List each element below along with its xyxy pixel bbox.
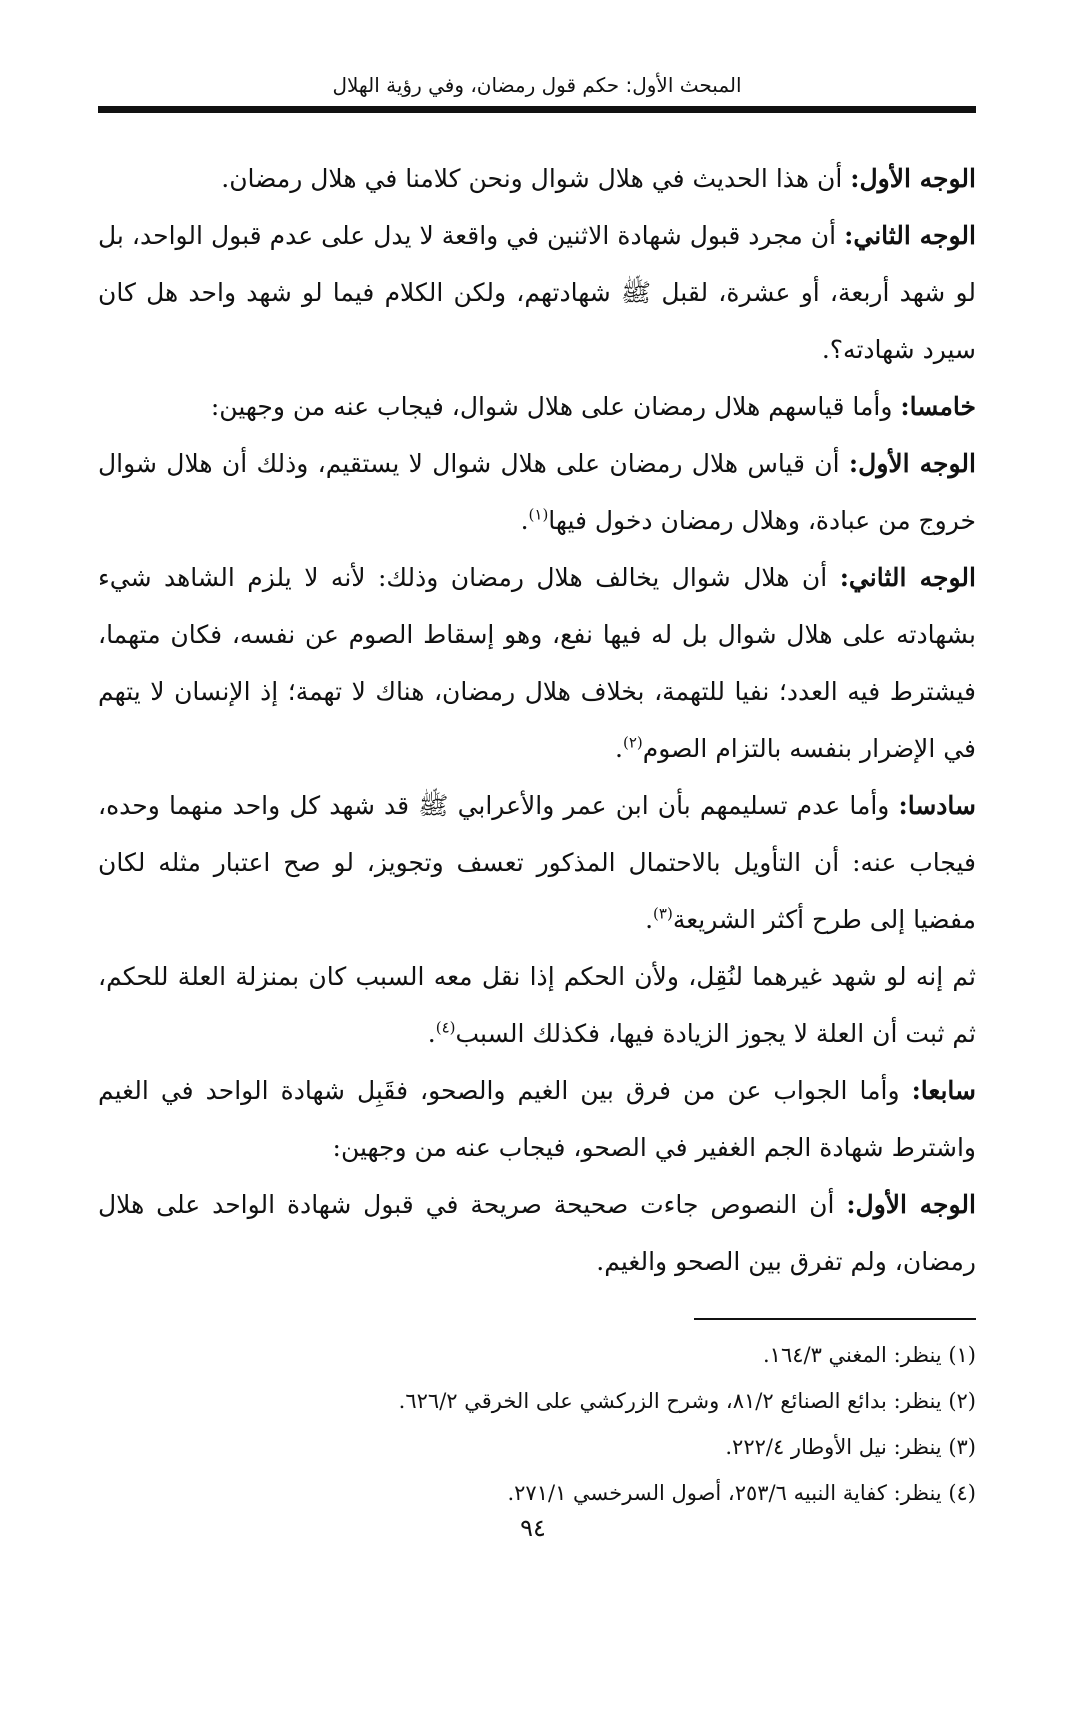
paragraph-lead: الوجه الأول: xyxy=(846,1190,976,1219)
paragraph-text: أن مجرد قبول شهادة الاثنين في واقعة لا يدل على عدم قبول الواحد، بل لو شهد أربعة، أو عشرة، لقبل ﷺ شهادتهم، ولكن الكلام فيما لو شهد واحد هل كان سيرد شهادته؟. xyxy=(98,221,976,364)
body-text xyxy=(98,150,976,1290)
paragraph xyxy=(98,1062,976,1176)
paragraph-text: وأما عدم تسليمهم بأن ابن عمر والأعرابي ﷺ قد شهد كل واحد منهما وحده، فيجاب عنه: أن التأويل بالاحتمال المذكور تعسف وتجويز، لو صح اعتبار مثله لكان مفضيا إلى طرح أكثر الشريعة xyxy=(98,791,976,934)
paragraph-lead: الوجه الثاني: xyxy=(844,221,976,250)
footnote-marker[interactable]: (٢) xyxy=(622,733,643,752)
footnote-item: (٢) ينظر: بدائع الصنائع ٨١/٢، وشرح الزركشي على الخرقي ٦٢٦/٢. xyxy=(398,1389,976,1413)
header-rule xyxy=(98,106,976,113)
paragraph-text: وأما قياسهم هلال رمضان على هلال شوال، فيجاب عنه من وجهين: xyxy=(210,392,901,421)
paragraph xyxy=(98,207,976,378)
paragraph-tail: . xyxy=(427,1019,436,1048)
paragraph xyxy=(98,948,976,1062)
running-header: المبحث الأول: حكم قول رمضان، وفي رؤية الهلال xyxy=(332,73,742,97)
footnote-marker[interactable]: (١) xyxy=(528,505,549,524)
paragraph-lead: سابعا: xyxy=(911,1076,976,1105)
footnote-marker[interactable]: (٣) xyxy=(653,904,673,923)
paragraph-tail: . xyxy=(645,905,654,934)
paragraph-tail: . xyxy=(520,506,529,535)
footnote-item: (٣) ينظر: نيل الأوطار ٢٢٢/٤. xyxy=(725,1435,976,1459)
footnote-item: (٤) ينظر: كفاية النبيه ٢٥٣/٦، أصول السرخسي ٢٧١/١. xyxy=(507,1481,976,1505)
paragraph-lead: الوجه الثاني: xyxy=(839,563,976,592)
footnote-separator xyxy=(694,1318,976,1320)
paragraph xyxy=(98,549,976,777)
footnote-item: (١) ينظر: المغني ١٦٤/٣. xyxy=(762,1343,976,1367)
paragraph xyxy=(98,777,976,948)
paragraph-text: ثم إنه لو شهد غيرهما لنُقِل، ولأن الحكم إذا نقل معه السبب كان بمنزلة العلة للحكم، ثم ثبت أن العلة لا يجوز الزيادة فيها، فكذلك السبب xyxy=(98,962,976,1048)
paragraph-lead: الوجه الأول: xyxy=(850,164,976,193)
paragraph-text: وأما الجواب عن من فرق بين الغيم والصحو، فقَبِل شهادة الواحد في الغيم واشترط شهادة الجم الغفير في الصحو، فيجاب عنه من وجهين: xyxy=(98,1076,976,1162)
paragraph-text: أن قياس هلال رمضان على هلال شوال لا يستقيم، وذلك أن هلال شوال خروج من عبادة، وهلال رمضان دخول فيها xyxy=(98,449,976,535)
paragraph-text: أن النصوص جاءت صحيحة صريحة في قبول شهادة الواحد على هلال رمضان، ولم تفرق بين الصحو والغيم. xyxy=(98,1190,976,1276)
paragraph xyxy=(98,150,976,207)
paragraph xyxy=(98,1176,976,1290)
paragraph-text: أن هلال شوال يخالف هلال رمضان وذلك: لأنه لا يلزم الشاهد شيء بشهادته على هلال شوال بل له فيها نفع، وهو إسقاط الصوم عن نفسه، فكان متهما، فيشترط فيه العدد؛ نفيا للتهمة، بخلاف هلال رمضان، هناك لا تهمة؛ إذ الإنسان لا يتهم في الإضرار بنفسه بالتزام الصوم xyxy=(98,563,976,763)
footnotes xyxy=(98,1332,976,1516)
paragraph-text: أن هذا الحديث في هلال شوال ونحن كلامنا في هلال رمضان. xyxy=(221,164,851,193)
paragraph-lead: خامسا: xyxy=(900,392,976,421)
paragraph xyxy=(98,435,976,549)
paragraph-lead: سادسا: xyxy=(898,791,976,820)
paragraph-tail: . xyxy=(615,734,623,763)
footnote-marker[interactable]: (٤) xyxy=(435,1018,456,1037)
paragraph xyxy=(98,378,976,435)
paragraph-lead: الوجه الأول: xyxy=(848,449,976,478)
page-number: ٩٤ xyxy=(520,1514,546,1542)
